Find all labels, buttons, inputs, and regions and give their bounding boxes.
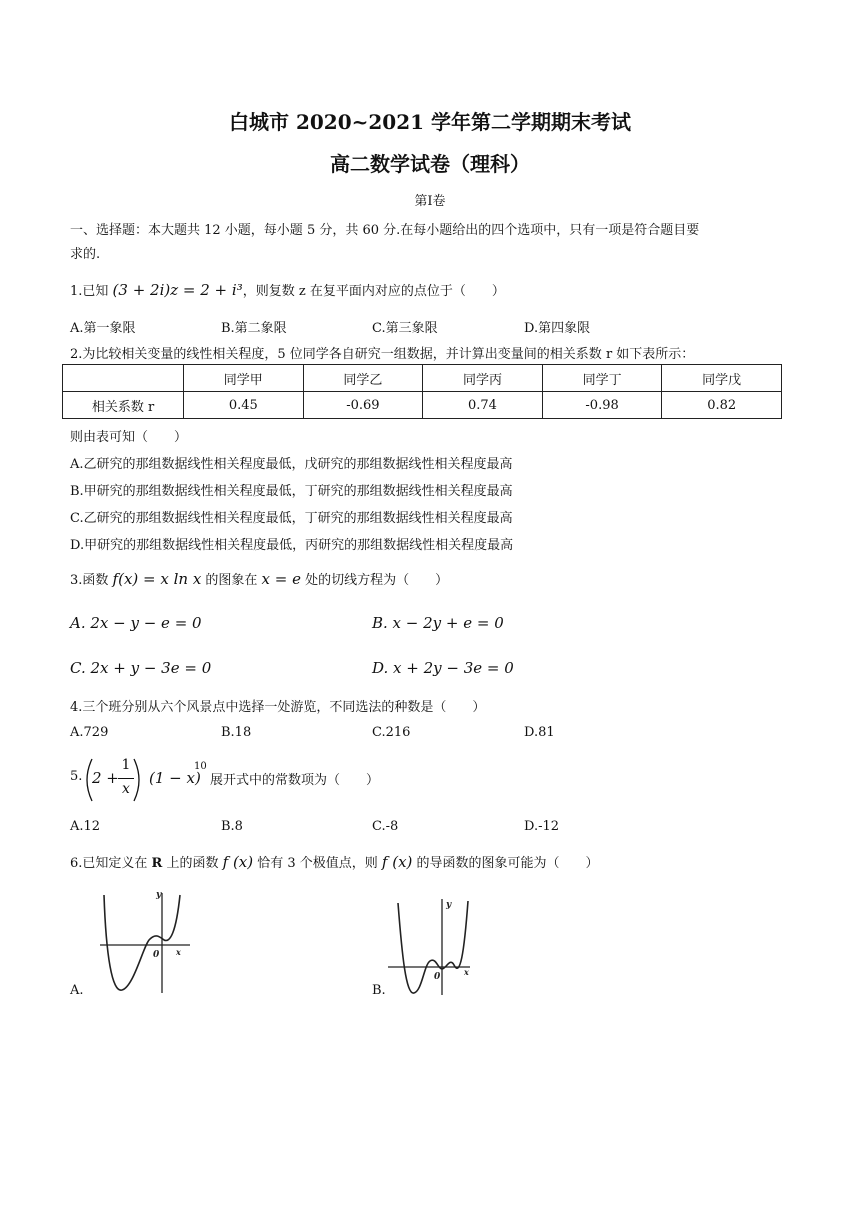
q5-right-paren	[132, 757, 146, 803]
correlation-table	[62, 364, 782, 419]
origin-label: 0	[153, 950, 160, 960]
table-row	[63, 392, 782, 419]
table-header-cell: 同学丁	[542, 365, 662, 392]
q5-prefix: 5.	[70, 769, 83, 784]
table-cell: -0.98	[542, 392, 662, 419]
q3-mid: 的图象在	[201, 573, 262, 588]
q5-suffix: 展开式中的常数项为（ ）	[210, 773, 380, 788]
q4-option-d: D.81	[524, 725, 555, 740]
q2-option-b: B.甲研究的那组数据线性相关程度最低，丁研究的那组数据线性相关程度最高	[70, 484, 513, 499]
q4-option-b: B.18	[221, 725, 252, 740]
q1-option-d: D.第四象限	[524, 321, 591, 336]
question-3-stem	[70, 569, 448, 588]
table-cell: 0.45	[184, 392, 304, 419]
q2-option-a: A.乙研究的那组数据线性相关程度最低，戊研究的那组数据线性相关程度最高	[70, 457, 513, 472]
q5-option-b: B.8	[221, 819, 243, 834]
q5-frac-num: 1	[121, 757, 131, 773]
x-axis-label: x	[464, 967, 469, 977]
q3-option-b: B. x − 2y + e = 0	[372, 614, 504, 632]
q6-option-a-label: A.	[70, 983, 84, 998]
table-header-row	[63, 365, 782, 392]
q5-option-c: C.-8	[372, 819, 399, 834]
q6-mid: 上的函数	[162, 856, 223, 871]
table-header-cell: 同学丙	[423, 365, 543, 392]
q1-equation: (3 + 2i)z = 2 + i³	[112, 281, 243, 299]
q1-prefix: 1.已知	[70, 284, 113, 299]
q1-option-b: B.第二象限	[221, 321, 287, 336]
q6-set-R: R	[151, 856, 163, 871]
q6-function: f (x)	[222, 853, 254, 871]
origin-label: 0	[434, 972, 441, 982]
q6-function-2: f (x)	[381, 853, 413, 871]
q6-suffix: 的导函数的图象可能为（ ）	[412, 856, 599, 871]
y-axis-label: y	[446, 900, 452, 910]
q5-option-d: D.-12	[524, 819, 560, 834]
section-instructions-line2: 求的.	[70, 247, 101, 262]
question-2-stem: 2.为比较相关变量的线性相关程度，5 位同学各自研究一组数据，并计算出变量间的相关系数 r 如下表所示：	[70, 347, 695, 362]
table-cell: 0.82	[662, 392, 782, 419]
q3-function: f(x) = x ln x	[112, 570, 202, 588]
q2-option-d: D.甲研究的那组数据线性相关程度最低，丙研究的那组数据线性相关程度最高	[70, 538, 514, 553]
question-5-stem	[70, 757, 380, 805]
q2-option-c: C.乙研究的那组数据线性相关程度最低，丁研究的那组数据线性相关程度最高	[70, 511, 513, 526]
q1-option-c: C.第三象限	[372, 321, 438, 336]
q4-option-a: A.729	[70, 725, 109, 740]
section-instructions-line1: 一、选择题：本大题共 12 小题，每小题 5 分，共 60 分.在每小题给出的四个选项中，只有一项是符合题目要	[70, 223, 700, 238]
q3-option-a: A. 2x − y − e = 0	[70, 614, 202, 632]
q5-frac-den: x	[122, 781, 130, 797]
question-1-stem	[70, 280, 505, 299]
exam-title: 白城市 2020~2021 学年第二学期期末考试	[228, 110, 631, 134]
derivative-curve	[104, 895, 180, 990]
table-row-label: 相关系数 r	[63, 392, 184, 419]
question-6-stem	[70, 852, 599, 871]
q6-graph-a	[92, 885, 202, 997]
table-header-cell: 同学戊	[662, 365, 782, 392]
question-4-stem: 4.三个班分别从六个风景点中选择一处游览，不同选法的种数是（ ）	[70, 700, 486, 715]
y-axis-label: y	[156, 890, 162, 900]
q3-option-d: D. x + 2y − 3e = 0	[372, 659, 514, 677]
q2-follow: 则由表可知（ ）	[70, 430, 188, 445]
q5-exponent: 10	[194, 761, 207, 772]
q5-term-a: 2 +	[92, 769, 119, 787]
q5-term-b: (1 − x)	[149, 769, 201, 787]
q6-prefix: 6.已知定义在	[70, 856, 152, 871]
volume-label: 第Ⅰ卷	[414, 194, 446, 209]
table-header-cell: 同学甲	[184, 365, 304, 392]
q3-option-c: C. 2x + y − 3e = 0	[70, 659, 212, 677]
q3-point: x = e	[261, 570, 301, 588]
table-cell: 0.74	[423, 392, 543, 419]
q6-mid2: 恰有 3 个极值点，则	[253, 856, 382, 871]
derivative-curve	[398, 901, 468, 993]
q1-option-a: A.第一象限	[70, 321, 136, 336]
q4-option-c: C.216	[372, 725, 411, 740]
x-axis-label: x	[176, 947, 181, 957]
table-header-cell	[63, 365, 184, 392]
q1-suffix: ，则复数 z 在复平面内对应的点位于（ ）	[242, 284, 505, 299]
table-cell: -0.69	[303, 392, 423, 419]
q3-prefix: 3.函数	[70, 573, 113, 588]
q6-graph-b	[384, 895, 484, 999]
exam-subtitle: 高二数学试卷（理科）	[330, 152, 530, 176]
table-header-cell: 同学乙	[303, 365, 423, 392]
q6-option-b-label: B.	[372, 983, 386, 998]
q5-option-a: A.12	[70, 819, 101, 834]
q3-suffix: 处的切线方程为（ ）	[301, 573, 449, 588]
